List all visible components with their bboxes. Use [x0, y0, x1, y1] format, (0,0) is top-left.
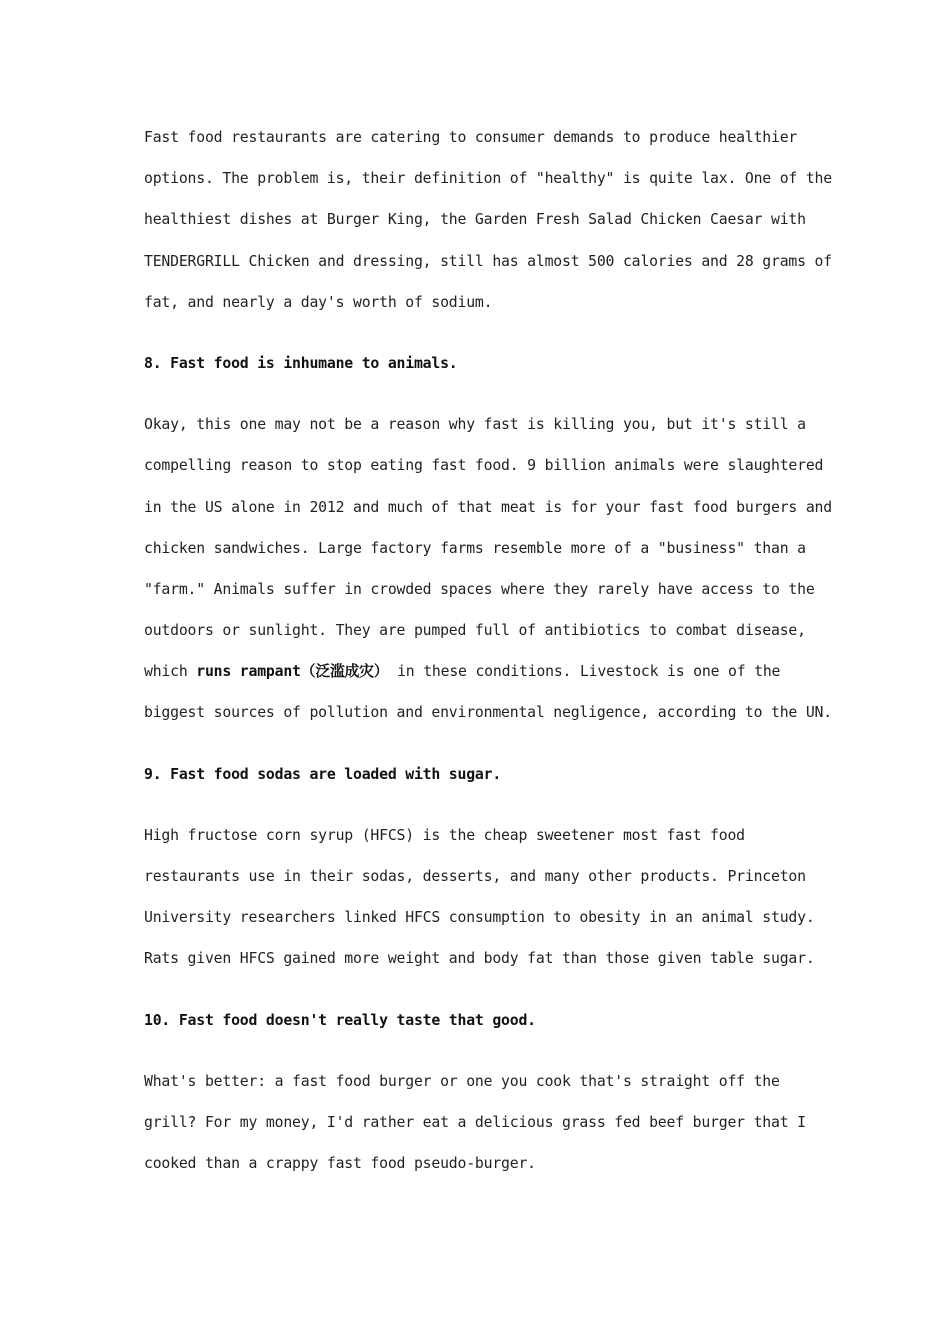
text-line: chicken sandwiches. Large factory farms resemble more of a "business" than a: [144, 539, 806, 557]
paragraph-sodas-sugar: [144, 815, 816, 980]
text-line: University researchers linked HFCS consumption to obesity in an animal study.: [144, 909, 815, 927]
text-line: healthiest dishes at Burger King, the Garden Fresh Salad Chicken Caesar with: [144, 211, 806, 229]
text-line: options. The problem is, their definition of "healthy" is quite lax. One of the: [144, 170, 832, 188]
text-line: [144, 651, 816, 692]
text-line: in the US alone in 2012 and much of that meat is for your fast food burgers and: [144, 498, 832, 516]
glossed-phrase: runs rampant（泛滥成灾）: [196, 663, 389, 681]
text-line: Okay, this one may not be a reason why fast is killing you, but it's still a: [144, 416, 806, 434]
text-line: cooked than a crappy fast food pseudo-burger.: [144, 1155, 536, 1173]
text-line: grill? For my money, I'd rather eat a delicious grass fed beef burger that I: [144, 1113, 806, 1131]
document-page: [144, 117, 832, 1184]
text-line: outdoors or sunlight. They are pumped full of antibiotics to combat disease,: [144, 622, 806, 640]
text-line: High fructose corn syrup (HFCS) is the cheap sweetener most fast food: [144, 826, 745, 844]
text-line: Fast food restaurants are catering to consumer demands to produce healthier: [144, 129, 798, 146]
text-line: Rats given HFCS gained more weight and body fat than those given table sugar.: [144, 950, 815, 968]
text-line: What's better: a fast food burger or one you cook that's straight off the: [144, 1072, 780, 1090]
text-line: TENDERGRILL Chicken and dressing, still has almost 500 calories and 28 grams of: [144, 252, 832, 270]
paragraph-healthier-options: [144, 117, 832, 323]
paragraph-inhumane-animals: [144, 404, 832, 734]
text-line: "farm." Animals suffer in crowded spaces where they rarely have access to the: [144, 580, 815, 598]
text-line: biggest sources of pollution and environmental negligence, according to the UN.: [144, 704, 832, 722]
text-line: compelling reason to stop eating fast food. 9 billion animals were slaughtered: [144, 457, 824, 475]
text-line: fat, and nearly a day's worth of sodium.: [144, 293, 493, 311]
text-segment: which: [144, 663, 197, 681]
text-line: restaurants use in their sodas, desserts, and many other products. Princeton: [144, 868, 806, 885]
paragraph-taste: [144, 1061, 816, 1185]
text-segment: in these conditions. Livestock is one of the: [388, 663, 781, 681]
section-heading-9: 9. Fast food sodas are loaded with sugar.: [144, 765, 502, 783]
section-heading-10: 10. Fast food doesn't really taste that good.: [144, 1011, 536, 1029]
section-heading-8: 8. Fast food is inhumane to animals.: [144, 354, 458, 372]
